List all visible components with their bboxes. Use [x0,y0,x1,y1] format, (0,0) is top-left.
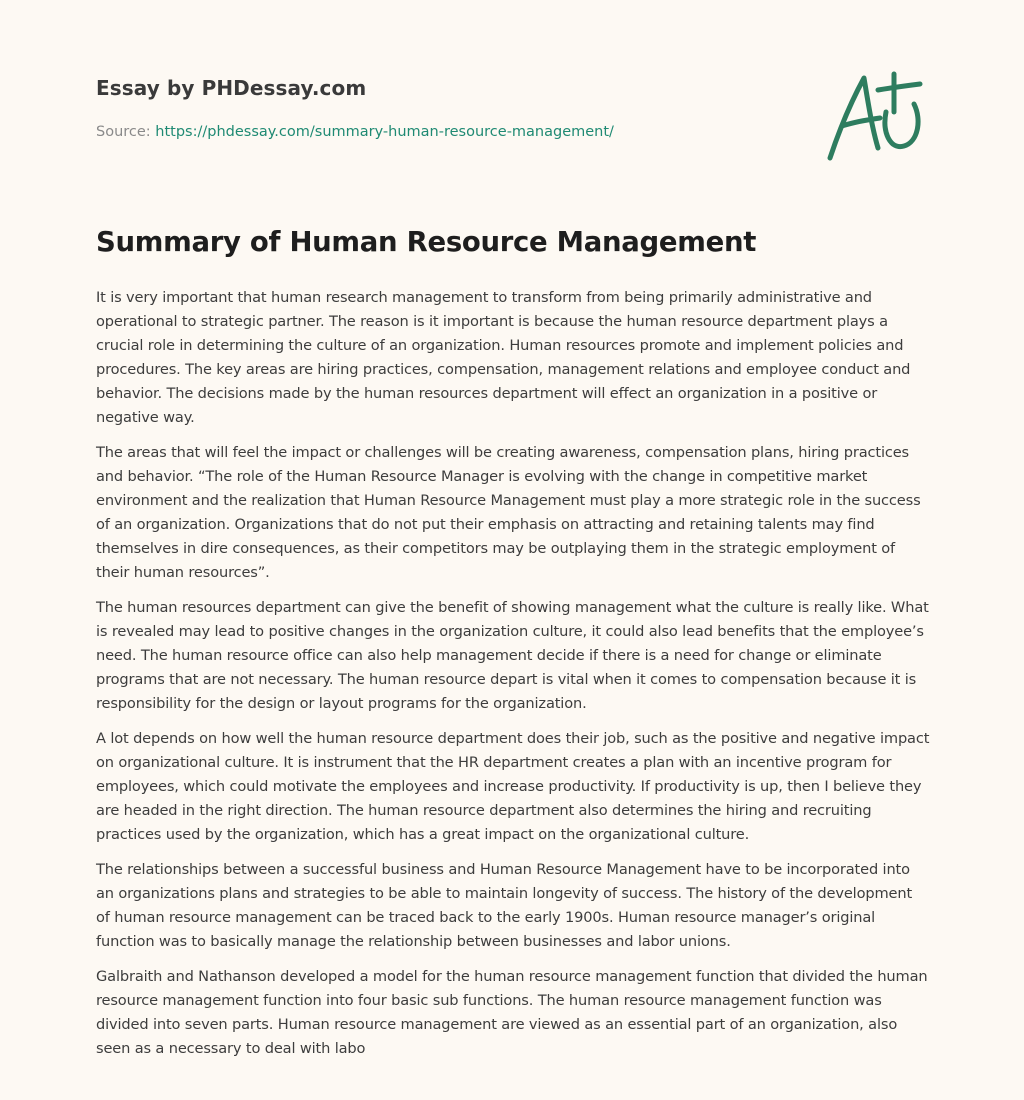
paragraph: A lot depends on how well the human resource department does their job, such as the positive and negative impact on organizational culture. It is instrument that the HR department creates a plan with an incentive program for employees, which could motivate the employees and increase productivity. If productivity is up, then I believe they are headed in the right direction. The human resource department also determines the hiring and recruiting practices used by the organization, which has a great impact on the organizational culture. [96,730,930,843]
paragraph: It is very important that human research management to transform from being primarily administrative and operational to strategic partner. The reason is it important is because the human resource department plays a crucial role in determining the culture of an organization. Human resources promote and implement policies and procedures. The key areas are hiring practices, compensation, management relations and employee conduct and behavior. The decisions made by the human resources department will effect an organization in a positive or negative way. [96,289,911,426]
source-link[interactable]: https://phdessay.com/summary-human-resource-management/ [155,124,614,140]
page-header [96,76,796,140]
source-label: Source: [96,124,151,140]
paragraph: Galbraith and Nathanson developed a model for the human resource management function that divided the human resource management function into four basic sub functions. The human resource management function was divided into seven parts. Human resource management are viewed as an essential part of an organization, also seen as a necessary to deal with labo [96,968,928,1057]
article-body [96,286,930,1072]
paragraph: The human resources department can give the benefit of showing management what the culture is really like. What is revealed may lead to positive changes in the organization culture, it could also lead benefits that the employee’s need. The human resource office can also help management decide if there is a need for change or eliminate programs that are not necessary. The human resource depart is vital when it comes to compensation because it is responsibility for the design or layout programs for the organization. [96,599,929,712]
site-brand: Essay by PHDessay.com [96,76,367,100]
a-plus-logo-icon [822,66,928,166]
paragraph: The relationships between a successful business and Human Resource Management have to be incorporated into an organizations plans and strategies to be able to maintain longevity of success. The history of the development of human resource management can be traced back to the early 1900s. Human resource manager’s original function was to basically manage the relationship between businesses and labor unions. [96,861,913,950]
paragraph: The areas that will feel the impact or challenges will be creating awareness, compensation plans, hiring practices and behavior. “The role of the Human Resource Manager is evolving with the change in competitive market environment and the realization that Human Resource Management must play a more strategic role in the success of an organization. Organizations that do not put their emphasis on attracting and retaining talents may find themselves in dire consequences, as their competitors may be outplaying them in the strategic employment of their human resources”. [96,444,921,581]
page-title: Summary of Human Resource Management [96,226,757,258]
source-line [96,124,614,140]
